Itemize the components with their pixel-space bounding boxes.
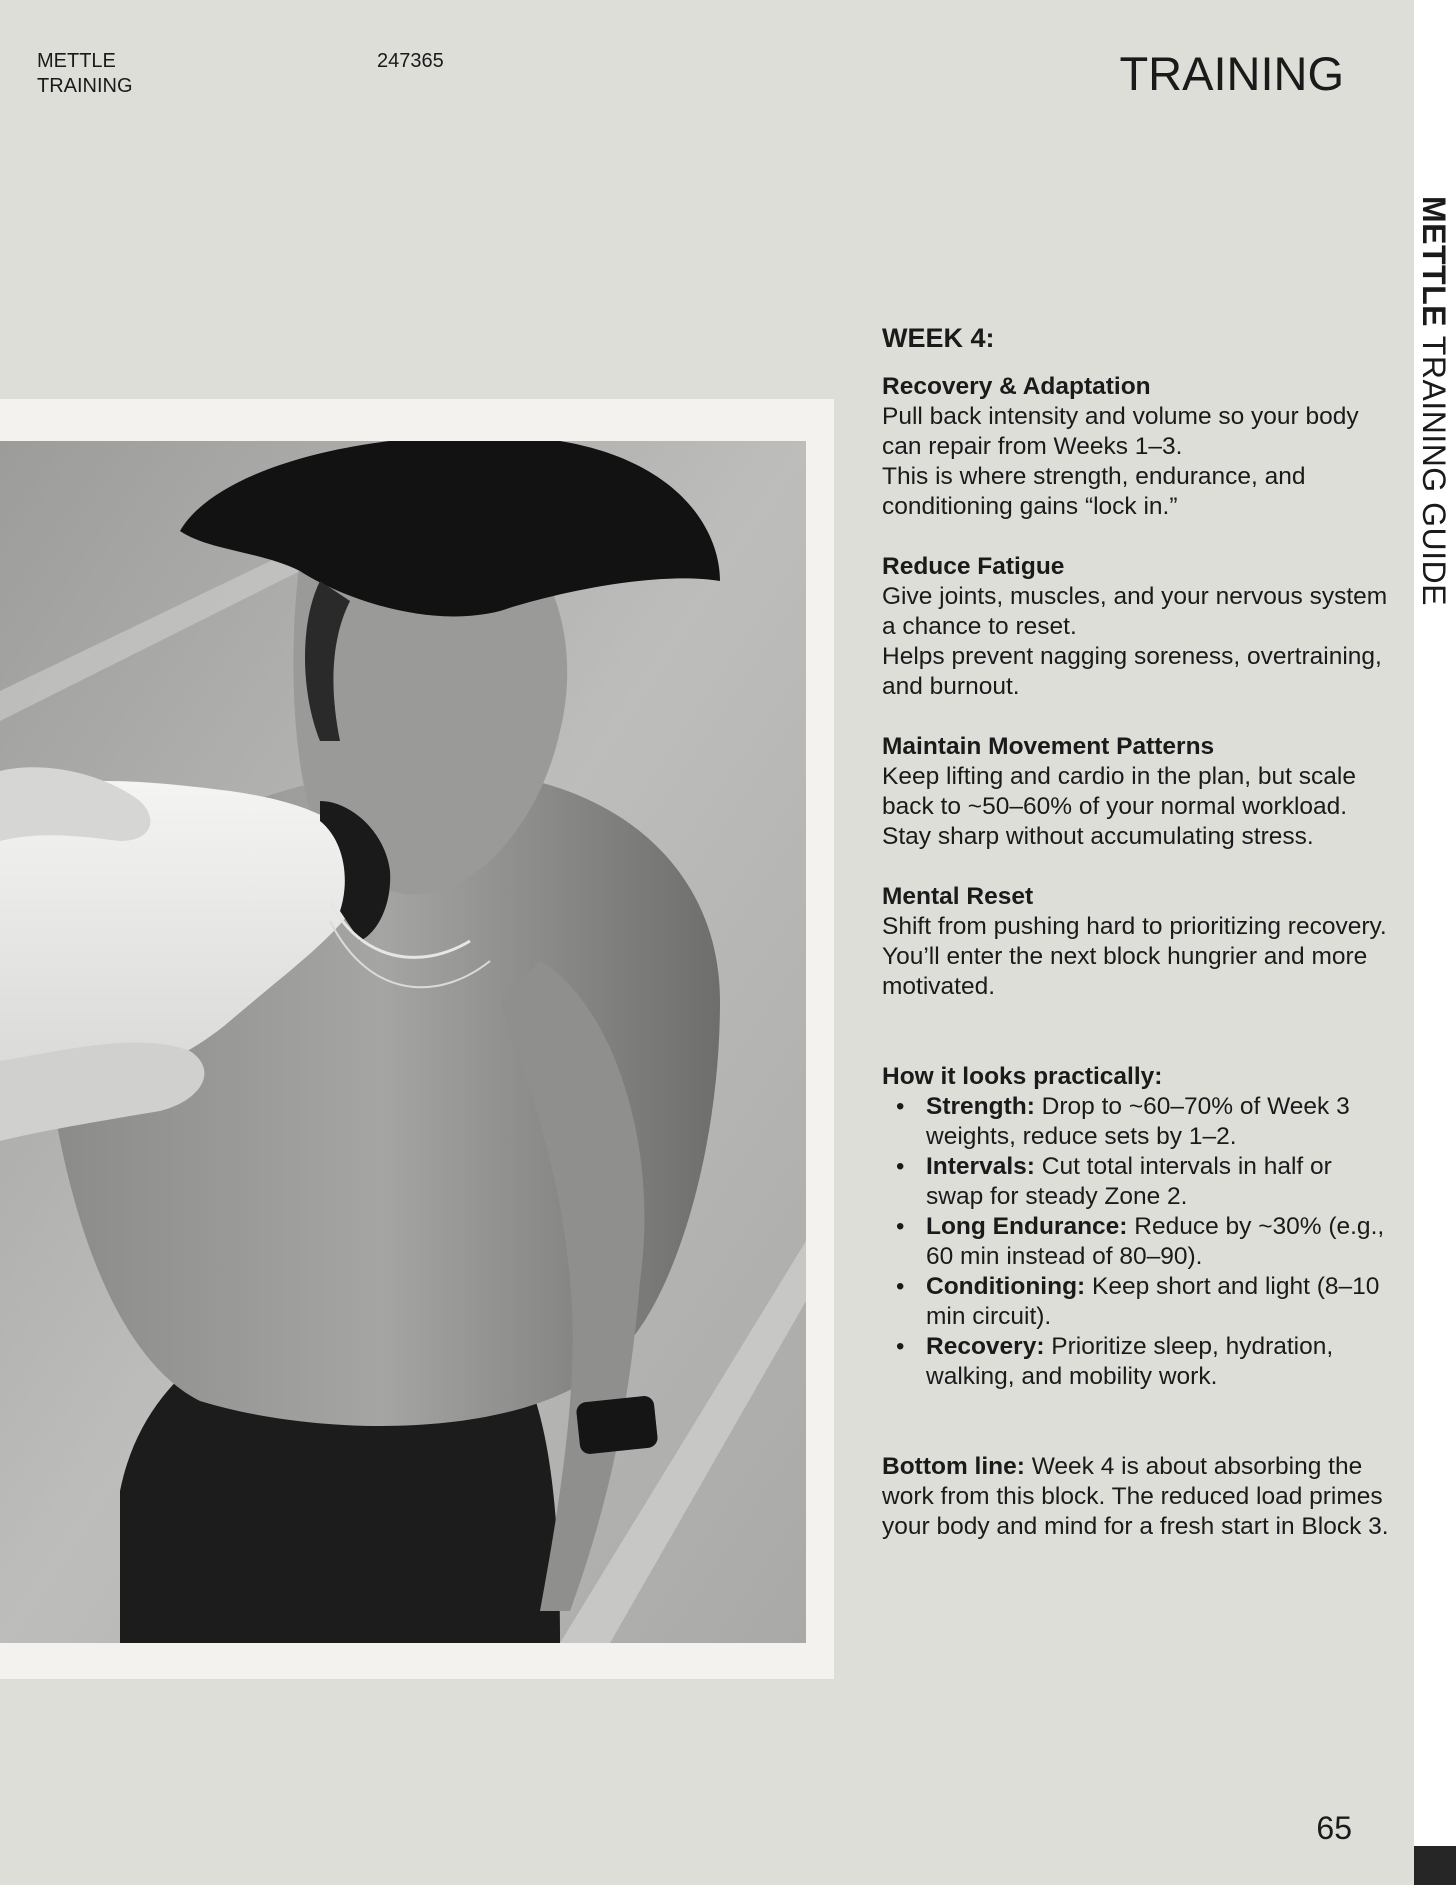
vertical-guide-title	[1416, 196, 1452, 606]
section-text: Helps prevent nagging soreness, overtraining, and burnout.	[882, 643, 1382, 700]
item-label: Conditioning:	[926, 1273, 1086, 1300]
item-text: Drop to ~60–70% of Week 3 weights, reduce sets by 1–2.	[926, 1093, 1350, 1150]
list-item	[926, 1092, 1392, 1152]
brand-line-1: METTLE	[37, 50, 116, 72]
item-text: Prioritize sleep, hydration, walking, and mobility work.	[926, 1333, 1334, 1390]
corner-block	[1414, 1846, 1456, 1885]
page-title: TRAINING	[1119, 47, 1344, 100]
item-label: Intervals:	[926, 1153, 1035, 1180]
section-text: Pull back intensity and volume so your body can repair from Weeks 1–3.	[882, 403, 1359, 460]
item-label: Strength:	[926, 1093, 1035, 1120]
section-text: You’ll enter the next block hungrier and more motivated.	[882, 943, 1368, 1000]
bottom-line-label: Bottom line:	[882, 1453, 1025, 1480]
section-heading: Maintain Movement Patterns	[882, 733, 1215, 760]
item-text: Keep short and light (8–10 min circuit).	[926, 1273, 1380, 1330]
athlete-photo	[0, 441, 806, 1643]
practical-section	[882, 1062, 1392, 1392]
section-text: This is where strength, endurance, and conditioning gains “lock in.”	[882, 463, 1306, 520]
section-reduce-fatigue	[882, 552, 1392, 702]
list-item	[926, 1212, 1392, 1272]
list-item	[926, 1332, 1392, 1392]
section-maintain-movement-patterns	[882, 732, 1392, 852]
section-mental-reset	[882, 882, 1392, 1002]
item-label: Long Endurance:	[926, 1213, 1128, 1240]
section-text: Give joints, muscles, and your nervous system a chance to reset.	[882, 583, 1388, 640]
section-text: Stay sharp without accumulating stress.	[882, 823, 1314, 850]
item-text: Cut total intervals in half or swap for steady Zone 2.	[926, 1153, 1332, 1210]
practical-list	[882, 1092, 1392, 1392]
practical-heading: How it looks practically:	[882, 1063, 1163, 1090]
vertical-title-bold: METTLE	[1416, 196, 1452, 327]
list-item	[926, 1152, 1392, 1212]
document-code: 247365	[377, 50, 444, 72]
page-number: 65	[1316, 1810, 1352, 1846]
item-text: Reduce by ~30% (e.g., 60 min instead of 80–90).	[926, 1213, 1385, 1270]
content-column	[882, 318, 1392, 1542]
section-heading: Recovery & Adaptation	[882, 373, 1151, 400]
item-label: Recovery:	[926, 1333, 1045, 1360]
brand-logo	[37, 49, 133, 99]
brand-line-2: TRAINING	[37, 75, 133, 97]
bottom-line-text: Week 4 is about absorbing the work from this block. The reduced load primes your body and mind for a fresh start in Block 3.	[882, 1453, 1389, 1540]
section-heading: Reduce Fatigue	[882, 553, 1065, 580]
list-item	[926, 1272, 1392, 1332]
section-text: Keep lifting and cardio in the plan, but scale back to ~50–60% of your normal workload.	[882, 763, 1356, 820]
vertical-title-rest: TRAINING GUIDE	[1416, 335, 1452, 606]
section-recovery-adaptation	[882, 372, 1392, 522]
section-heading: Mental Reset	[882, 883, 1034, 910]
week-heading: WEEK 4:	[882, 323, 995, 353]
bottom-line	[882, 1452, 1392, 1542]
section-text: Shift from pushing hard to prioritizing recovery.	[882, 913, 1387, 940]
